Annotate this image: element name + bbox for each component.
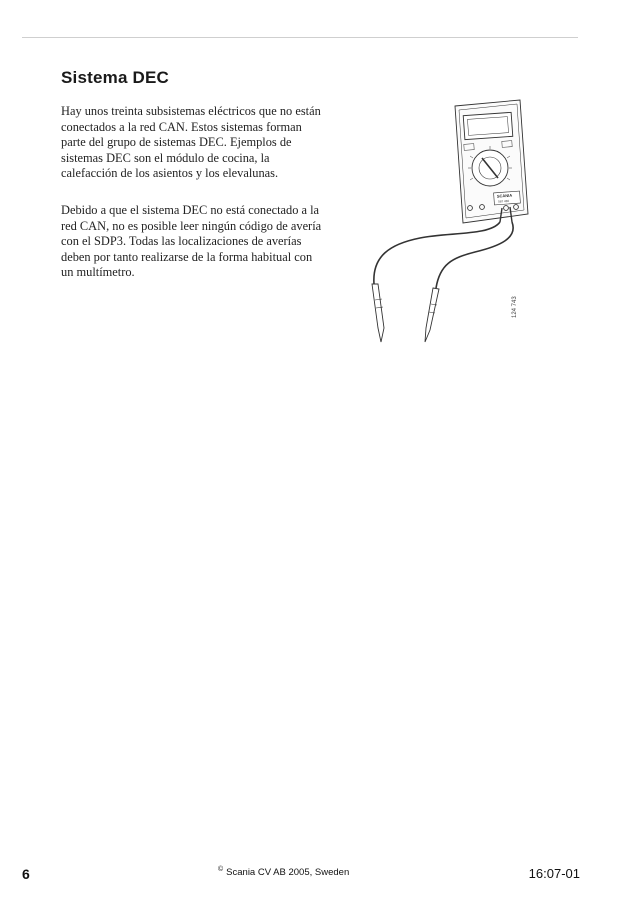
copyright-symbol: © xyxy=(218,866,224,873)
page-title: Sistema DEC xyxy=(61,68,170,87)
copyright-text: Scania CV AB 2005, Sweden xyxy=(226,867,350,879)
test-probe-left xyxy=(372,284,384,342)
test-probe-right xyxy=(425,288,439,342)
multimeter-brand-label: SCANIA xyxy=(496,192,513,199)
paragraph-dec-overview: Hay unos treinta subsistemas eléctricos que no están conectados a la red CAN. Estos sistemas forman parte del grupo de sistemas DEC. Ejemplos de sistemas DEC son el módulo de cocina, la calefacción de los asientos y los elevalunas. xyxy=(61,104,321,181)
copyright-notice xyxy=(218,866,349,878)
page-number: 6 xyxy=(22,866,30,882)
multimeter-model-label: 587 430 xyxy=(498,198,510,204)
figure-reference-number: 124 743 xyxy=(512,296,518,318)
document-code: 16:07-01 xyxy=(528,866,580,881)
header-rule xyxy=(22,37,578,38)
multimeter-display xyxy=(463,112,513,139)
test-lead-red xyxy=(374,222,500,284)
paragraph-fault-finding: Debido a que el sistema DEC no está conectado a la red CAN, no es posible leer ningún código de avería con el SDP3. Todas las localizaciones de averías deben por tanto realizarse de la forma habitual con un multímetro. xyxy=(61,203,322,280)
